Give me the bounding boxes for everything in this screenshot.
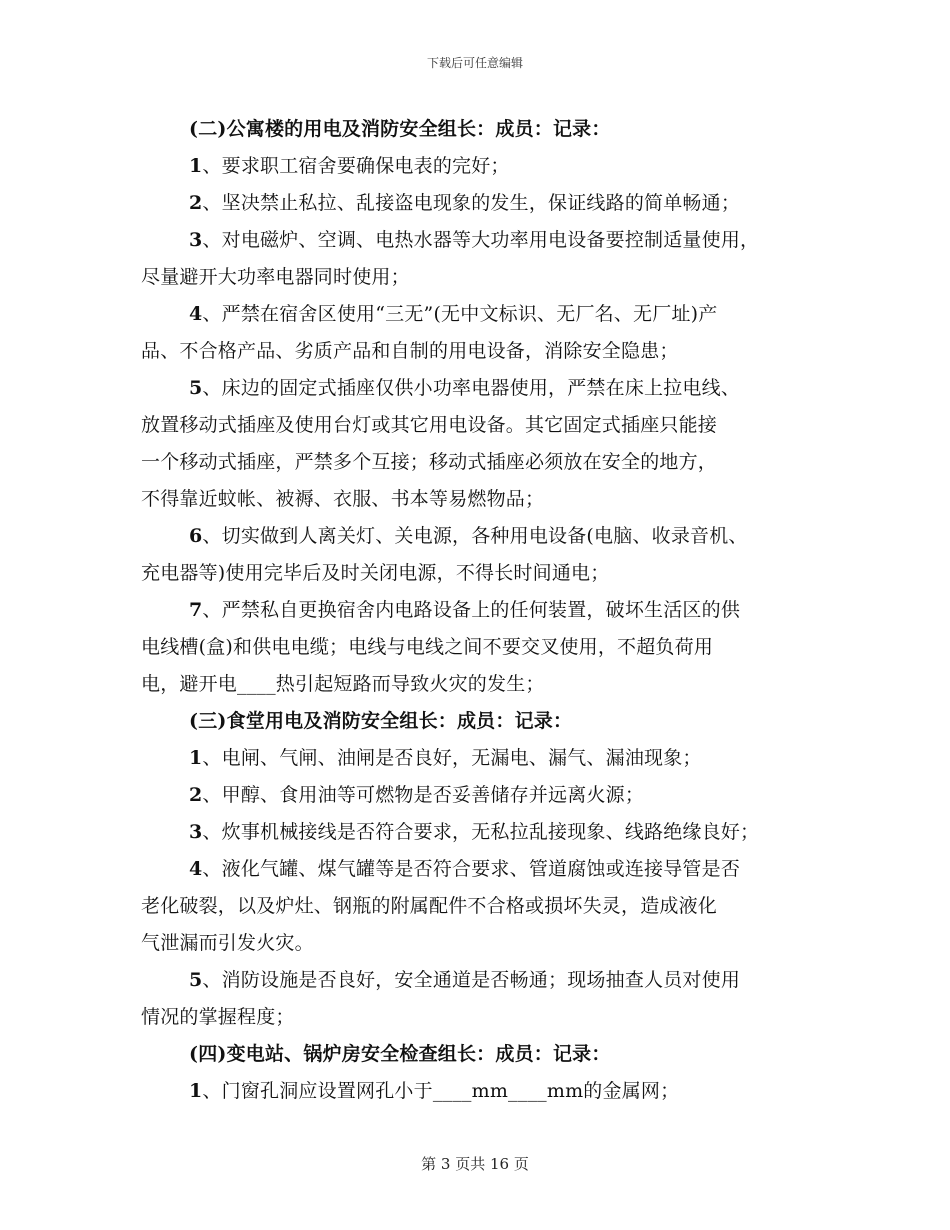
- item-number: 1: [189, 155, 203, 177]
- item-number: 1: [189, 747, 203, 769]
- list-item-line: [141, 148, 821, 185]
- continuation-line: [141, 925, 821, 962]
- line-text: 、严禁私自更换宿舍内电路设备上的任何装置，破坏生活区的供: [202, 599, 741, 621]
- list-item-line: [141, 740, 821, 777]
- item-number: 7: [189, 599, 203, 621]
- line-text: 、门窗孔洞应设置网孔小于____mm____mm的金属网；: [202, 1080, 680, 1102]
- continuation-line: [141, 555, 821, 592]
- list-item-line: [141, 370, 821, 407]
- item-number: 2: [189, 784, 203, 806]
- line-text: (二)公寓楼的用电及消防安全组长：成员：记录：: [189, 118, 611, 140]
- continuation-line: [141, 259, 821, 296]
- list-item-line: [141, 851, 821, 888]
- continuation-line: [141, 666, 821, 703]
- list-item-line: [141, 185, 821, 222]
- line-text: 、液化气罐、煤气罐等是否符合要求、管道腐蚀或连接导管是否: [202, 858, 741, 880]
- line-text: 一个移动式插座，严禁多个互接；移动式插座必须放在安全的地方，: [141, 451, 718, 473]
- continuation-line: [141, 629, 821, 666]
- item-number: 5: [189, 377, 203, 399]
- section-heading: [141, 703, 821, 740]
- list-item-line: [141, 592, 821, 629]
- line-text: (三)食堂用电及消防安全组长：成员：记录：: [189, 710, 573, 732]
- item-number: 5: [189, 969, 203, 991]
- list-item-line: [141, 962, 821, 999]
- line-text: 电，避开电____热引起短路而导致火灾的发生；: [141, 673, 545, 695]
- line-text: 老化破裂，以及炉灶、钢瓶的附属配件不合格或损坏失灵，造成液化: [141, 895, 718, 917]
- continuation-line: [141, 444, 821, 481]
- line-text: 、严禁在宿舍区使用“三无”(无中文标识、无厂名、无厂址)产: [202, 303, 718, 325]
- continuation-line: [141, 407, 821, 444]
- section-heading: [141, 1036, 821, 1073]
- item-number: 2: [189, 192, 203, 214]
- item-number: 4: [189, 303, 203, 325]
- line-text: 情况的掌握程度；: [141, 1006, 295, 1028]
- page-footer: 第 3 页共 16 页: [421, 1155, 529, 1173]
- line-text: 、对电磁炉、空调、电热水器等大功率用电设备要控制适量使用，: [202, 229, 760, 251]
- line-text: 尽量避开大功率电器同时使用；: [141, 266, 410, 288]
- item-number: 6: [189, 525, 203, 547]
- document-body: [141, 111, 821, 1110]
- continuation-line: [141, 888, 821, 925]
- line-text: 、床边的固定式插座仅供小功率电器使用，严禁在床上拉电线、: [202, 377, 741, 399]
- line-text: 气泄漏而引发火灾。: [141, 932, 314, 954]
- line-text: 品、不合格产品、劣质产品和自制的用电设备，消除安全隐患；: [141, 340, 679, 362]
- item-number: 3: [189, 229, 203, 251]
- line-text: 放置移动式插座及使用台灯或其它用电设备。其它固定式插座只能接: [141, 414, 718, 436]
- section-heading: [141, 111, 821, 148]
- item-number: 1: [189, 1080, 203, 1102]
- page-header: 下载后可任意编辑: [426, 56, 523, 70]
- line-text: 电线槽(盒)和供电电缆；电线与电线之间不要交叉使用，不超负荷用: [141, 636, 714, 658]
- line-text: (四)变电站、锅炉房安全检查组长：成员：记录：: [189, 1043, 611, 1065]
- list-item-line: [141, 777, 821, 814]
- line-text: 、坚决禁止私拉、乱接盗电现象的发生，保证线路的简单畅通；: [202, 192, 741, 214]
- line-text: 不得靠近蚊帐、被褥、衣服、书本等易燃物品；: [141, 488, 545, 510]
- item-number: 4: [189, 858, 203, 880]
- line-text: 、要求职工宿舍要确保电表的完好；: [202, 155, 510, 177]
- list-item-line: [141, 518, 821, 555]
- list-item-line: [141, 296, 821, 333]
- line-text: 、切实做到人离关灯、关电源，各种用电设备(电脑、收录音机、: [202, 525, 748, 547]
- continuation-line: [141, 333, 821, 370]
- list-item-line: [141, 814, 821, 851]
- line-text: 、甲醇、食用油等可燃物是否妥善储存并远离火源；: [202, 784, 645, 806]
- line-text: 、消防设施是否良好，安全通道是否畅通；现场抽查人员对使用: [202, 969, 741, 991]
- continuation-line: [141, 481, 821, 518]
- line-text: 充电器等)使用完毕后及时关闭电源，不得长时间通电；: [141, 562, 610, 584]
- item-number: 3: [189, 821, 203, 843]
- continuation-line: [141, 999, 821, 1036]
- list-item-line: [141, 1073, 821, 1110]
- list-item-line: [141, 222, 821, 259]
- line-text: 、炊事机械接线是否符合要求，无私拉乱接现象、线路绝缘良好；: [202, 821, 760, 843]
- line-text: 、电闸、气闸、油闸是否良好，无漏电、漏气、漏油现象；: [202, 747, 702, 769]
